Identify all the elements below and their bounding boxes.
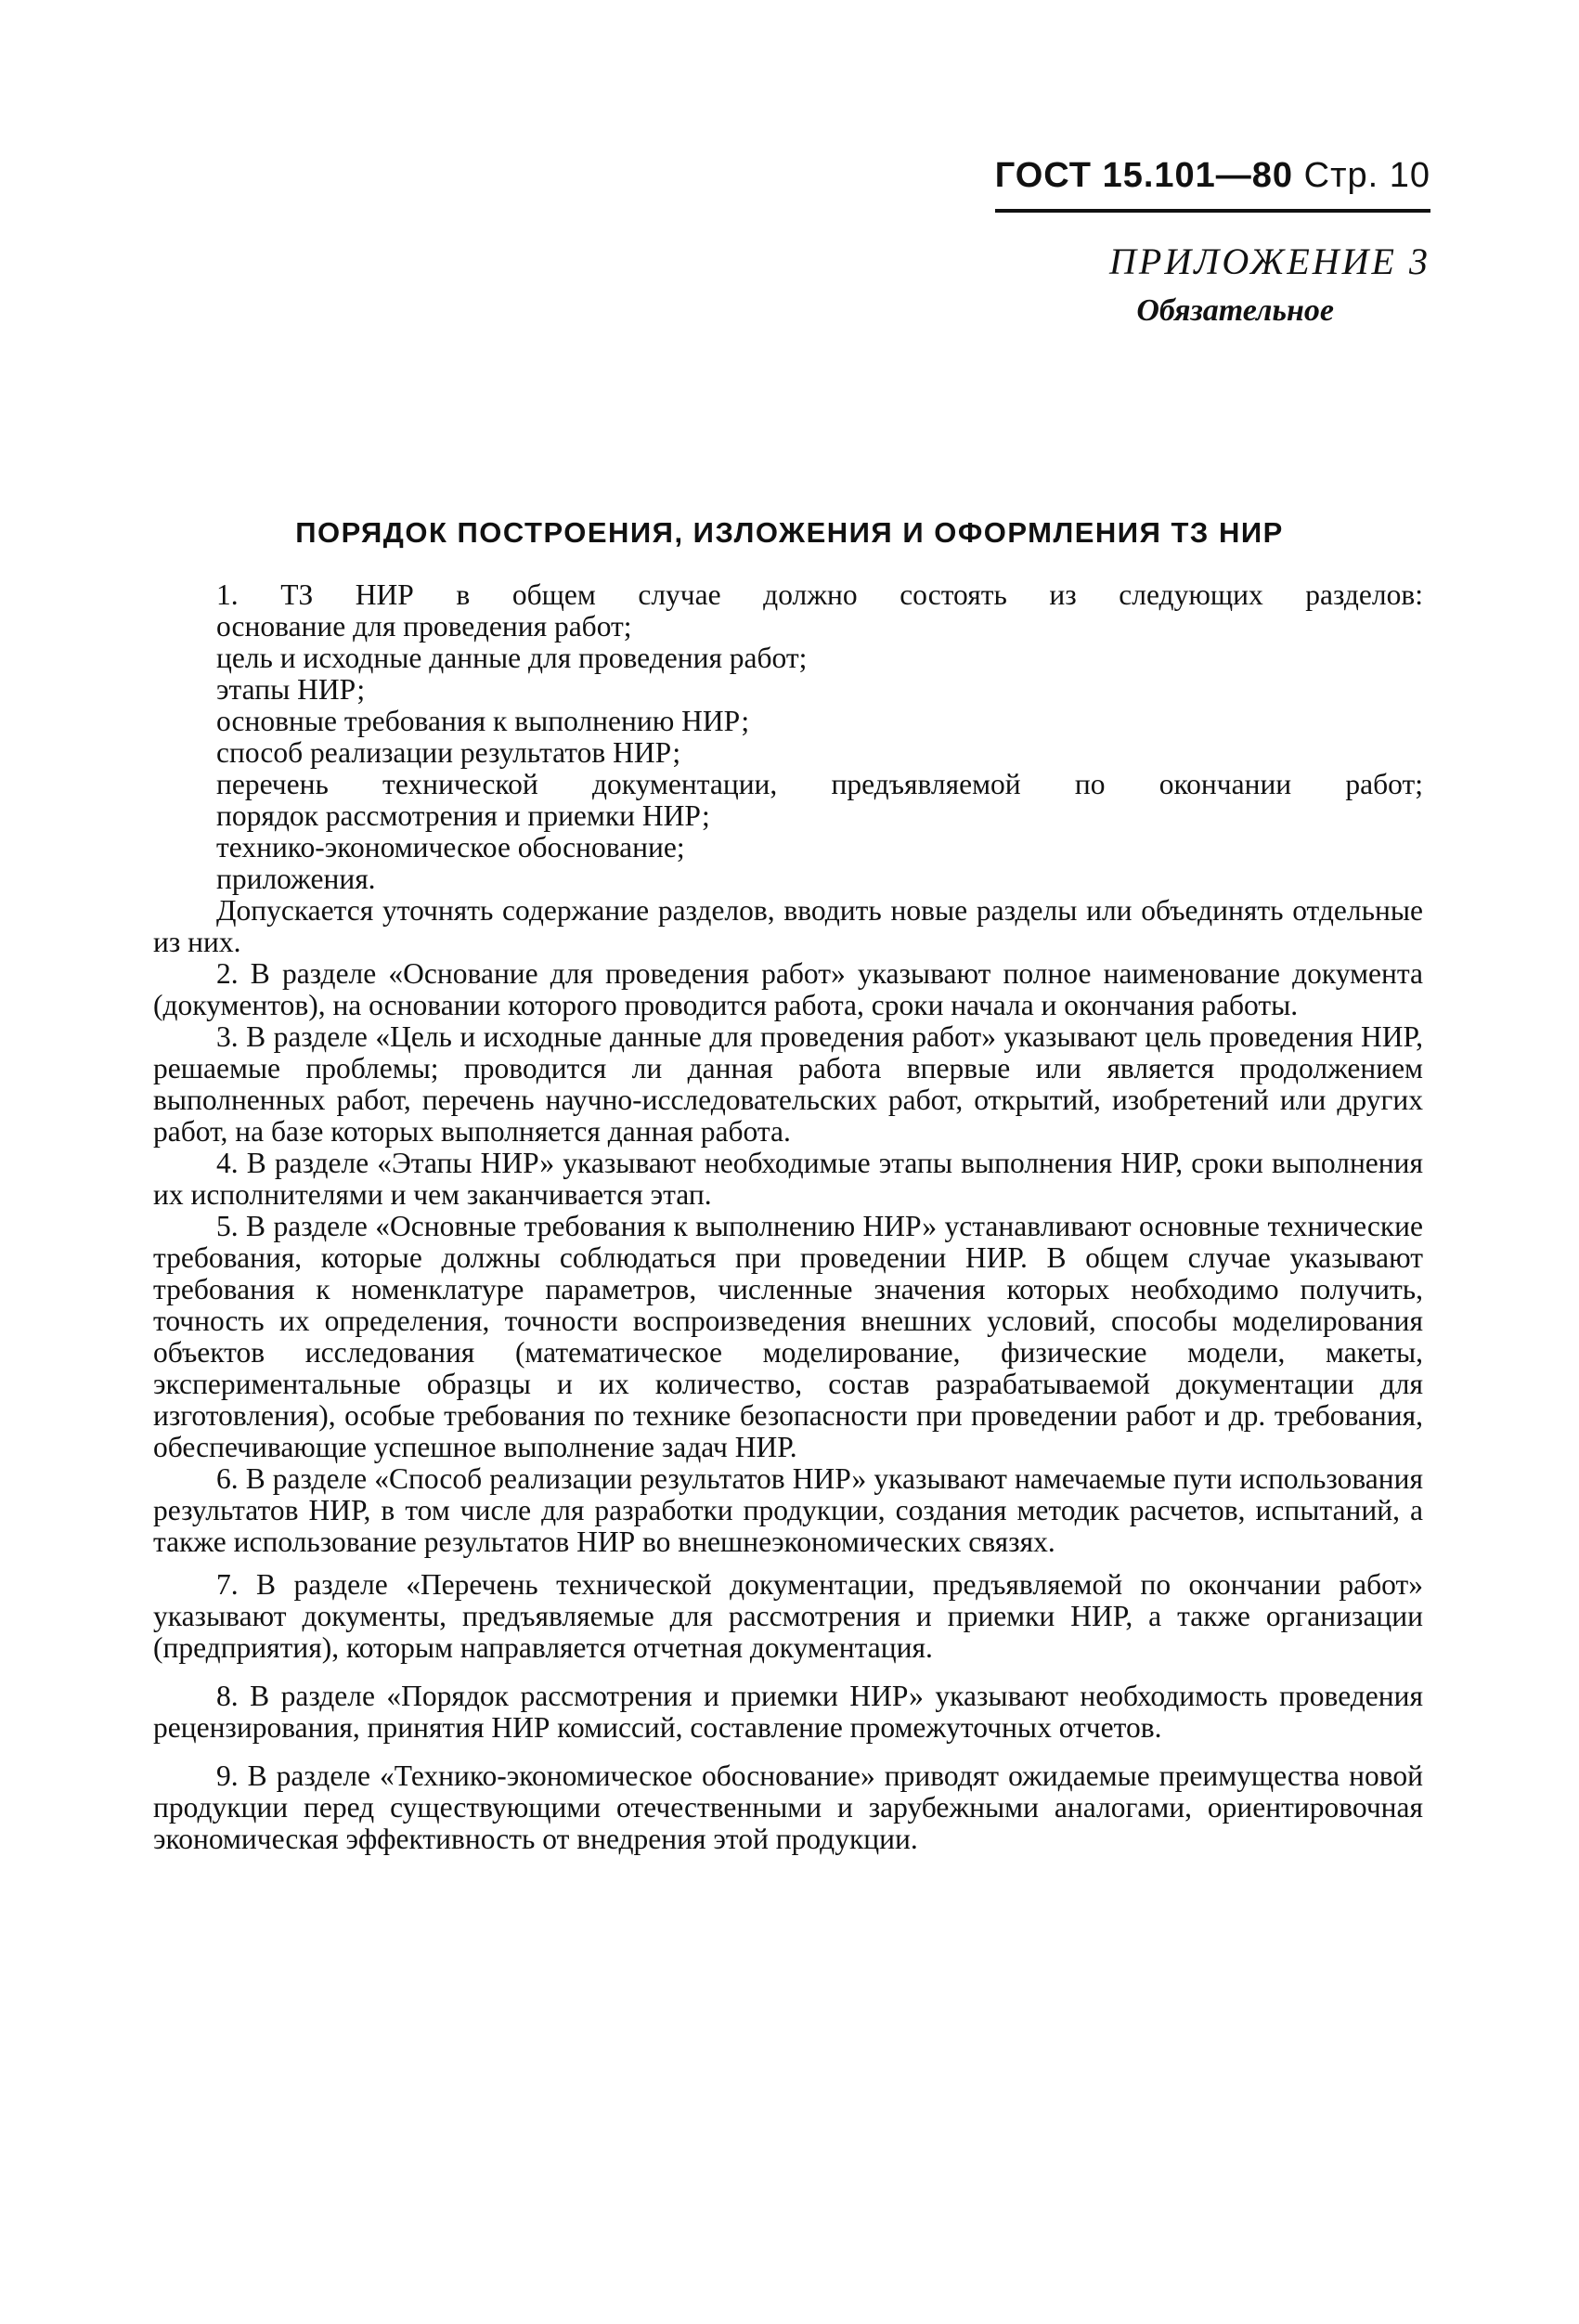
section-list-item: этапы НИР;	[216, 673, 366, 706]
paragraph-5: 5. В разделе «Основные требования к выполнению НИР» устанавливают основные технические требования, которые должны соблюдаться при проведении НИР. В общем случае указывают требования к номенклатуре параметров, численные значения которых необходимо получить, точность их определения, точности воспроизведения внешних условий, способы моделирования объектов исследования (математическое моделирование, физические модели, макеты, экспериментальные образцы и их количество, состав разрабатываемой документации для изготовления), особые требования по технике безопасности при проведении работ и др. требования, обеспечивающие успешное выполнение задач НИР.	[153, 1210, 1423, 1463]
paragraph-2: 2. В разделе «Основание для проведения работ» указывают полное наименование документа (документов), на основании которого проводится работа, сроки начала и окончания работы.	[153, 957, 1423, 1021]
section-list-item: перечень технической документации, предъявляемой по окончании работ;	[216, 768, 1423, 800]
section-list-item: основание для проведения работ;	[216, 610, 632, 643]
section-1-note: Допускается уточнять содержание разделов, вводить новые разделы или объединять отдельные из них.	[153, 894, 1423, 958]
page-header	[995, 156, 1430, 213]
section-list-item: приложения.	[216, 863, 376, 895]
paragraph-6: 6. В разделе «Способ реализации результатов НИР» указывают намечаемые пути использования результатов НИР, в том числе для разработки продукции, создания методик расчетов, испытаний, а также использование результатов НИР во внешнеэкономических связях.	[153, 1462, 1423, 1558]
paragraph-4: 4. В разделе «Этапы НИР» указывают необходимые этапы выполнения НИР, сроки выполнения их исполнителями и чем заканчивается этап.	[153, 1147, 1423, 1211]
paragraph-9: 9. В разделе «Технико-экономическое обоснование» приводят ожидаемые преимущества новой продукции перед существующими отечественными и зарубежными аналогами, ориентировочная экономическая эффективность от внедрения этой продукции.	[153, 1759, 1423, 1855]
document-title: ПОРЯДОК ПОСТРОЕНИЯ, ИЗЛОЖЕНИЯ И ОФОРМЛЕНИЯ ТЗ НИР	[295, 516, 1284, 549]
section-list-item: основные требования к выполнению НИР;	[216, 705, 750, 737]
paragraph-3: 3. В разделе «Цель и исходные данные для проведения работ» указывают цель проведения НИР, решаемые проблемы; проводится ли данная работа впервые или является продолжением выполненных работ, перечень научно-исследовательских работ, открытий, изобретений или других работ, на базе которых выполняется данная работа.	[153, 1020, 1423, 1148]
document-body	[153, 579, 1423, 1855]
section-list-item: цель и исходные данные для проведения работ;	[216, 642, 808, 674]
appendix-status: Обязательное	[1136, 293, 1334, 328]
standard-number: ГОСТ 15.101—80	[994, 156, 1294, 195]
section-list-item: порядок рассмотрения и приемки НИР;	[216, 799, 710, 832]
section-1-intro: 1. ТЗ НИР в общем случае должно состоять из следующих разделов:	[216, 578, 1423, 611]
page-number: Стр. 10	[1303, 156, 1430, 195]
appendix-title: ПРИЛОЖЕНИЕ 3	[1109, 240, 1430, 282]
paragraph-7: 7. В разделе «Перечень технической документации, предъявляемой по окончании работ» указывают документы, предъявляемые для рассмотрения и приемки НИР, а также организации (предприятия), которым направляется отчетная документация.	[153, 1568, 1423, 1664]
section-list-item: способ реализации результатов НИР;	[216, 736, 681, 769]
header-line	[995, 156, 1430, 213]
section-list-item: технико-экономическое обоснование;	[216, 831, 685, 863]
paragraph-8: 8. В разделе «Порядок рассмотрения и приемки НИР» указывают необходимость проведения рецензирования, принятия НИР комиссий, составление промежуточных отчетов.	[153, 1680, 1423, 1744]
appendix-block	[1109, 240, 1430, 338]
